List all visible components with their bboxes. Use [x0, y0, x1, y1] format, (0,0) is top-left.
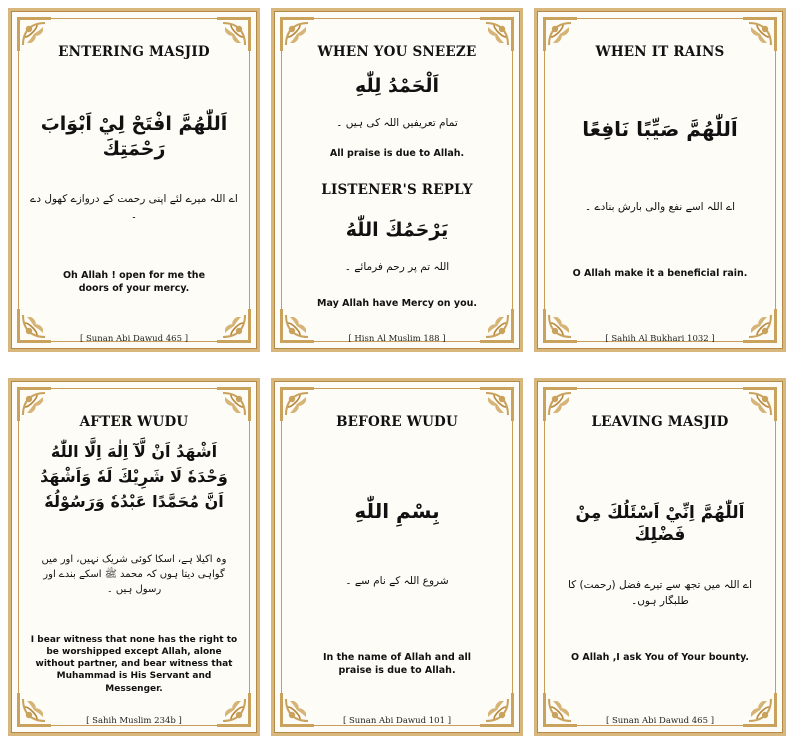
urdu-translation: اے اللہ میرے لئے اپنی رحمت کے دروازے کھول دے ۔ — [30, 193, 238, 221]
english-reply-translation: May Allah have Mercy on you. — [317, 298, 477, 309]
arabic-dua: بِسْمِ اللّٰهِ — [354, 499, 440, 523]
english-translation: O Allah make it a beneficial rain. — [572, 268, 748, 279]
urdu-translation: تمام تعریفیں اللہ کی ہیں ۔ — [336, 117, 458, 129]
hadith-reference: [ Sahih Al Bukhari 1032 ] — [605, 334, 715, 344]
arabic-dua: اَللّٰهُمَّ صَيِّبًا نَافِعًا — [582, 117, 738, 141]
hadith-reference: [ Sahih Muslim 234b ] — [86, 716, 182, 726]
hadith-reference: [ Sunan Abi Dawud 465 ] — [79, 334, 189, 344]
dua-card-after-wudu — [8, 378, 260, 736]
card-frame — [274, 381, 520, 733]
card-frame — [11, 11, 257, 349]
card-title: AFTER WUDU — [79, 414, 189, 430]
arabic-dua: اَللّٰهُمَّ اِنِّيْ اَسْئَلُكَ مِنْ فَضْلِكَ — [575, 503, 745, 546]
urdu-translation: شروع اللہ کے نام سے ۔ — [345, 575, 449, 587]
arabic-dua: اَللّٰهُمَّ افْتَحْ لِيْ اَبْوَابَ رَحْمَتِكَ — [40, 113, 228, 160]
dua-card-when-you-sneeze — [271, 8, 523, 352]
card-frame — [274, 11, 520, 349]
urdu-translation: اے اللہ اسے نفع والی بارش بنادے ۔ — [584, 201, 736, 213]
card-frame — [537, 11, 783, 349]
card-title: LEAVING MASJID — [591, 414, 729, 430]
hadith-reference: [ Sunan Abi Dawud 101 ] — [342, 716, 452, 726]
dua-card-when-it-rains — [534, 8, 786, 352]
english-translation: All praise is due to Allah. — [329, 148, 465, 159]
english-translation: O Allah ,I ask You of Your bounty. — [570, 652, 750, 663]
urdu-translation: وہ اکیلا ہے، اسکا کوئی شریک نہیں، اور میں گواہی دیتا ہوں کہ محمد ﷺ اسکے بندے اور رسول ہیں ۔ — [41, 554, 227, 595]
arabic-dua: اَشْهَدُ اَنْ لَّآ اِلٰهَ اِلَّا اللّٰهُ وَحْدَهٗ لَا شَرِيْكَ لَهٗ وَاَشْهَدُ اَنَّ مُحَمَّدًا عَبْدُهٗ وَرَسُوْلُهٗ — [40, 442, 228, 511]
arabic-reply: يَرْحَمُكَ اللّٰهُ — [345, 219, 449, 241]
card-title: WHEN YOU SNEEZE — [317, 44, 477, 60]
card-frame — [11, 381, 257, 733]
urdu-translation: اے اللہ میں تجھ سے تیرے فضل (رحمت) کا طلبگار ہوں۔ — [567, 579, 753, 607]
dua-card-leaving-masjid — [534, 378, 786, 736]
card-title: BEFORE WUDU — [336, 414, 458, 430]
english-translation: In the name of Allah and all praise is due to Allah. — [322, 652, 471, 676]
hadith-reference: [ Hisn Al Muslim 188 ] — [348, 334, 446, 344]
card-title: WHEN IT RAINS — [595, 44, 725, 60]
arabic-dua: اَلْحَمْدُ لِلّٰهِ — [354, 75, 440, 97]
english-translation: Oh Allah ! open for me the doors of your mercy. — [62, 270, 206, 294]
dua-card-before-wudu — [271, 378, 523, 736]
dua-card-entering-masjid — [8, 8, 260, 352]
english-translation: I bear witness that none has the right to be worshipped except Allah, alone without partner, and bear witness that Muhammad is His Servant and Messenger. — [30, 635, 238, 694]
hadith-reference: [ Sunan Abi Dawud 465 ] — [605, 716, 715, 726]
urdu-reply-translation: اللہ تم پر رحم فرمائے ۔ — [344, 261, 450, 273]
listener-reply-title: LISTENER'S REPLY — [321, 182, 473, 198]
card-frame — [537, 381, 783, 733]
card-title: ENTERING MASJID — [58, 44, 210, 60]
